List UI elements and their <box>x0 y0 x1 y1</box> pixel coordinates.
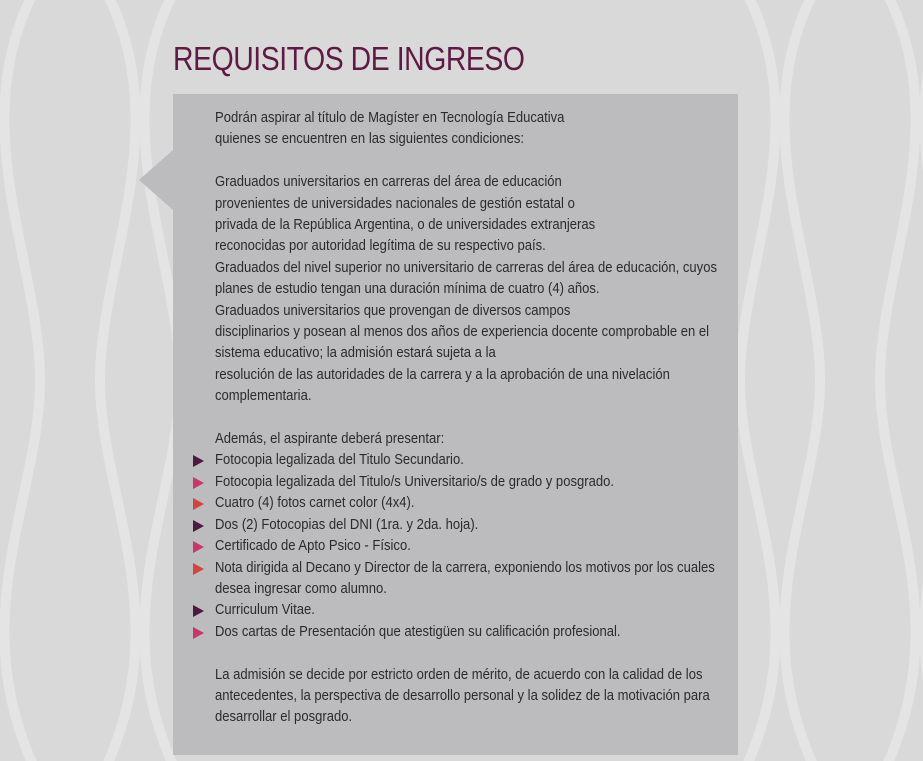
list-item <box>215 622 755 643</box>
closing-line: antecedentes, la perspectiva de desarrollo personal y la solidez de la motivación para <box>215 687 710 704</box>
triangle-bullet-icon <box>193 498 204 510</box>
content-body <box>215 108 755 729</box>
requirement-text: Cuatro (4) fotos carnet color (4x4). <box>215 495 415 512</box>
condition-line: resolución de las autoridades de la carrera y a la aprobación de una nivelación <box>215 366 670 383</box>
triangle-bullet-icon <box>193 541 204 553</box>
list-item <box>215 600 755 621</box>
list-item <box>215 472 755 493</box>
requirement-text: desea ingresar como alumno. <box>215 580 387 597</box>
list-item <box>215 493 755 514</box>
condition-line: Graduados universitarios que provengan de diversos campos <box>215 302 571 319</box>
requirements-list <box>215 450 755 643</box>
requirement-text: Curriculum Vitae. <box>215 602 315 619</box>
triangle-bullet-icon <box>193 477 204 489</box>
condition-line: Graduados universitarios en carreras del área de educación <box>215 174 562 191</box>
list-item <box>215 450 755 471</box>
triangle-bullet-icon <box>193 455 204 467</box>
condition-line: Graduados del nivel superior no universitario de carreras del área de educación, cuyos <box>215 259 717 276</box>
condition-line: complementaria. <box>215 388 312 405</box>
intro-paragraph <box>215 108 755 151</box>
requirement-text: Certificado de Apto Psico - Físico. <box>215 538 411 555</box>
triangle-bullet-icon <box>193 520 204 532</box>
closing-line: La admisión se decide por estricto orden de mérito, de acuerdo con la calidad de los <box>215 666 703 683</box>
requirement-text: Fotocopia legalizada del Titulo Secundario. <box>215 452 464 469</box>
condition-line: privada de la República Argentina, o de universidades extranjeras <box>215 217 596 234</box>
condition-line: planes de estudio tengan una duración mínima de cuatro (4) años. <box>215 281 600 298</box>
requirement-text: Fotocopia legalizada del Titulo/s Universitario/s de grado y posgrado. <box>215 473 614 490</box>
condition-line: provenientes de universidades nacionales de gestión estatal o <box>215 195 575 212</box>
condition-line: disciplinarios y posean al menos dos años de experiencia docente comprobable en el <box>215 324 710 341</box>
page-title: REQUISITOS DE INGRESO <box>173 40 525 77</box>
requirement-text: Nota dirigida al Decano y Director de la carrera, exponiendo los motivos por los cuales <box>215 559 715 576</box>
list-item <box>215 515 755 536</box>
requirement-text: Dos (2) Fotocopias del DNI (1ra. y 2da. hoja). <box>215 516 479 533</box>
condition-line: reconocidas por autoridad legítima de su respectivo país. <box>215 238 546 255</box>
triangle-bullet-icon <box>193 605 204 617</box>
triangle-bullet-icon <box>193 563 204 575</box>
list-item <box>215 536 755 557</box>
triangle-bullet-icon <box>193 627 204 639</box>
condition-line: sistema educativo; la admisión estará sujeta a la <box>215 345 496 362</box>
intro-line: Podrán aspirar al título de Magíster en Tecnología Educativa <box>215 110 565 126</box>
conditions-paragraph <box>215 172 755 407</box>
list-item <box>215 558 755 601</box>
additional-intro: Además, el aspirante deberá presentar: <box>215 431 445 448</box>
closing-line: desarrollar el posgrado. <box>215 709 353 726</box>
closing-paragraph <box>215 665 755 729</box>
intro-line: quienes se encuentren en las siguientes condiciones: <box>215 131 525 148</box>
requirement-text: Dos cartas de Presentación que atestigüen su calificación profesional. <box>215 623 621 640</box>
card-pointer <box>139 150 173 210</box>
